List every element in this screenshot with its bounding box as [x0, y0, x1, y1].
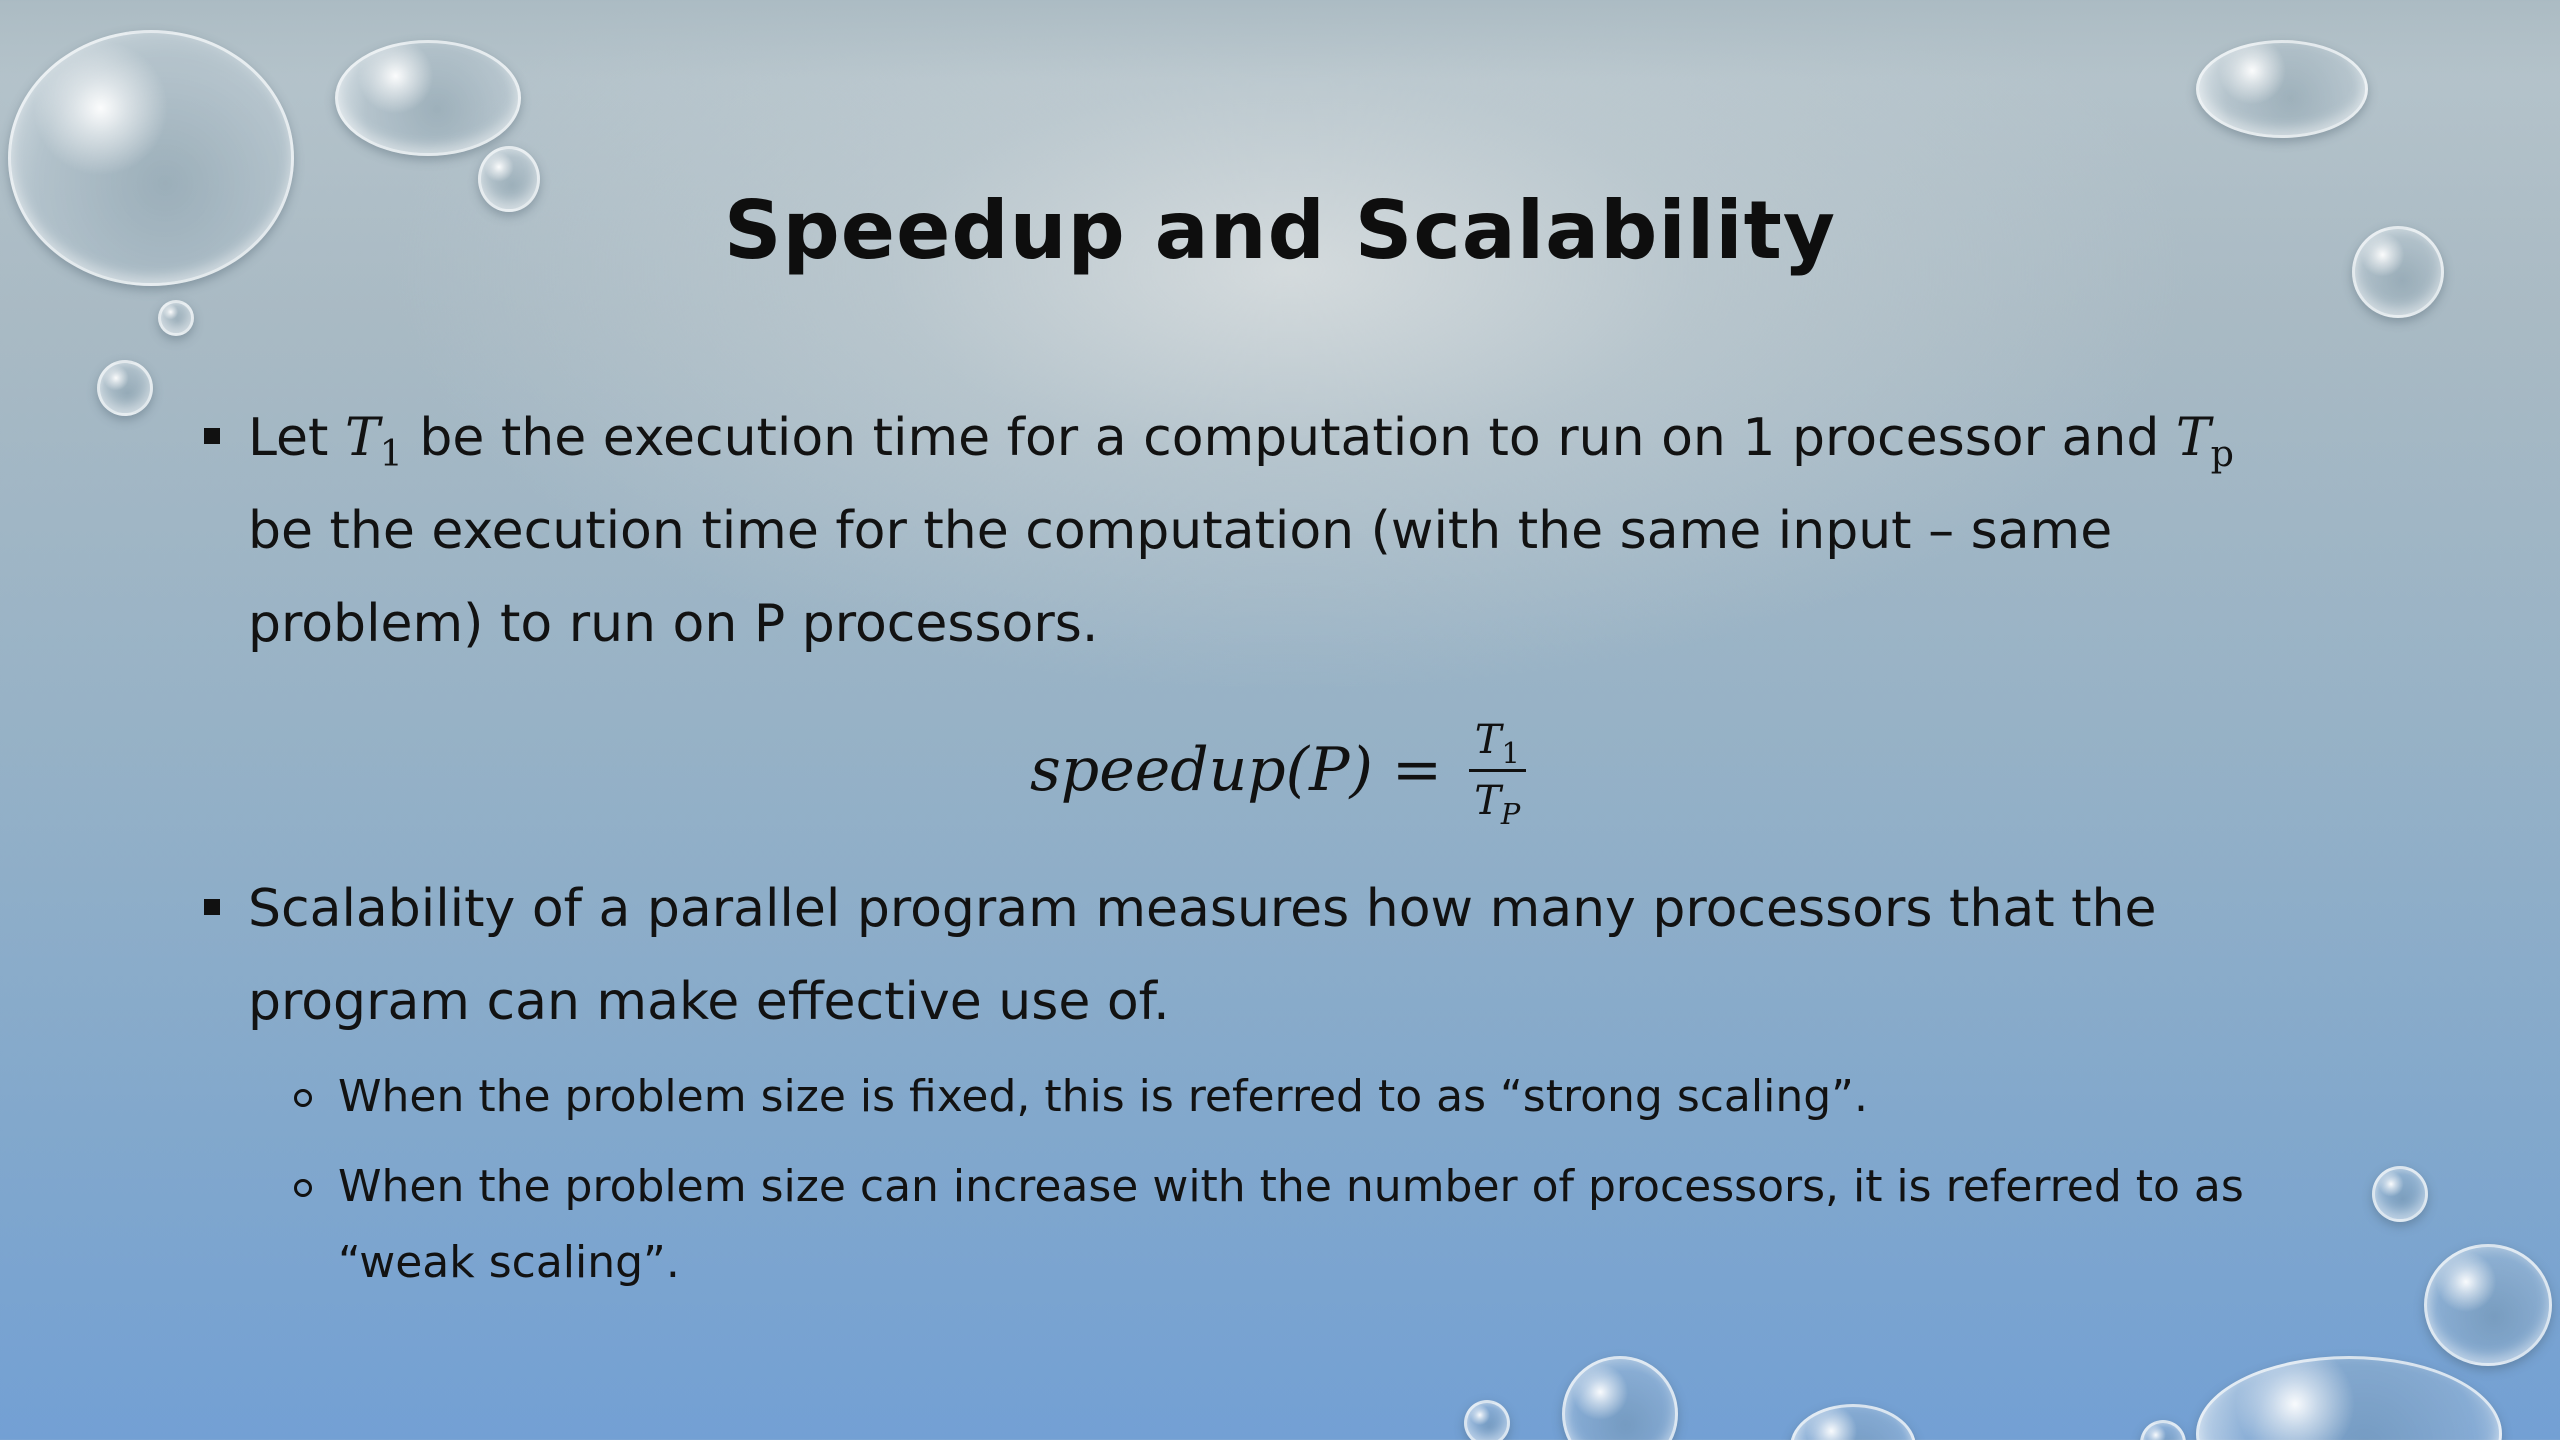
formula-lhs: speedup(P) =	[1030, 735, 1443, 805]
water-droplet-decoration	[2424, 1244, 2552, 1366]
hollow-circle-bullet-icon	[294, 1179, 312, 1197]
water-droplet-decoration	[1790, 1404, 1916, 1440]
bullet-text: Let	[248, 408, 345, 468]
math-variable: $T_1$	[344, 408, 403, 475]
sub-bullet-text: When the problem size can increase with the number of processors, it is referred to as “weak scaling”.	[338, 1161, 2244, 1288]
sub-bullet-text: When the problem size is fixed, this is referred to as “strong scaling”.	[338, 1071, 1868, 1122]
water-droplet-decoration	[335, 40, 521, 156]
bullet-text: be the execution time for a computation to run on 1 processor and	[402, 408, 2176, 468]
math-variable: $T_p$	[2175, 408, 2234, 475]
water-droplet-decoration	[158, 300, 194, 336]
water-droplet-decoration	[2140, 1420, 2186, 1440]
water-droplet-decoration	[1562, 1356, 1678, 1440]
water-droplet-decoration	[2196, 1356, 2502, 1440]
slide-title: Speedup and Scalability	[723, 183, 1837, 277]
fraction-denominator: $T_P$	[1474, 777, 1521, 831]
water-droplet-decoration	[97, 360, 153, 416]
sub-bullet-strong-scaling	[294, 1059, 2388, 1135]
water-droplet-decoration	[2196, 40, 2368, 138]
bullet-speedup-definition	[200, 392, 2308, 671]
speedup-formula	[1030, 705, 1526, 835]
sub-bullet-weak-scaling	[294, 1149, 2388, 1301]
hollow-circle-bullet-icon	[294, 1089, 312, 1107]
formula-fraction	[1468, 716, 1526, 831]
bullet-scalability-definition	[200, 863, 2228, 1049]
square-bullet-icon	[204, 899, 220, 915]
water-droplet-decoration	[1464, 1400, 1510, 1440]
bullet-text: Scalability of a parallel program measures how many processors that the program can make effective use of.	[248, 879, 2157, 1032]
square-bullet-icon	[204, 428, 220, 444]
fraction-numerator: $T_1$	[1469, 717, 1526, 772]
bullet-text: be the execution time for the computation (with the same input – same problem) to run on P processors.	[248, 501, 2113, 654]
slide-body	[200, 392, 2400, 1301]
